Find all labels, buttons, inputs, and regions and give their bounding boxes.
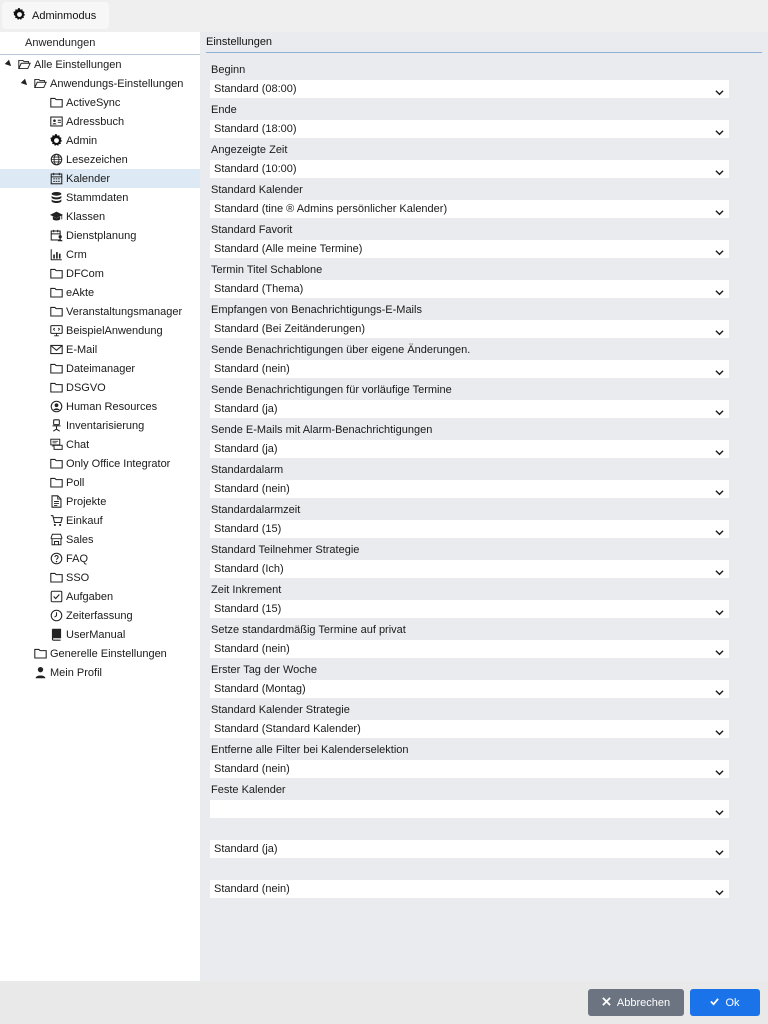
select-value: Standard (nein)	[214, 883, 290, 895]
chat-icon	[49, 437, 63, 451]
folder-icon	[49, 380, 63, 394]
folder-open-icon	[33, 76, 47, 90]
field-label: Empfangen von Benachrichtigungs-E-Mails	[211, 304, 422, 316]
sidebar-item-dfcom[interactable]	[0, 264, 200, 283]
select-value: Standard (ja)	[214, 403, 278, 415]
sidebar-item-label: Inventarisierung	[66, 419, 145, 432]
envelope-icon	[49, 342, 63, 356]
field-label: Standard Favorit	[211, 224, 293, 236]
select-value: Standard (nein)	[214, 763, 290, 775]
field-label: Feste Kalender	[211, 784, 286, 796]
setting-select[interactable]	[210, 720, 729, 738]
chevron-down-icon	[715, 525, 723, 533]
select-value: Standard (tine ® Admins persönlicher Kalender)	[214, 203, 448, 215]
user-icon	[33, 665, 47, 679]
sidebar-item-label: Projekte	[66, 495, 107, 508]
setting-select[interactable]	[210, 880, 729, 898]
chevron-down-icon	[715, 885, 723, 893]
question-circle-icon	[49, 551, 63, 565]
clock-icon	[49, 608, 63, 622]
expand-toggle-icon[interactable]	[5, 60, 13, 68]
sidebar-item-label: ActiveSync	[66, 96, 121, 109]
sidebar-item-dateimanager[interactable]	[0, 359, 200, 378]
field-label: Entferne alle Filter bei Kalenderselektion	[211, 744, 409, 756]
calendar-user-icon	[49, 228, 63, 242]
setting-select[interactable]	[210, 120, 729, 138]
select-value: Standard (ja)	[214, 843, 278, 855]
setting-select[interactable]	[210, 360, 729, 378]
sidebar-item-activesync[interactable]	[0, 93, 200, 112]
sidebar-item-label: Lesezeichen	[66, 153, 128, 166]
sidebar-item-label: Anwendungs-Einstellungen	[50, 77, 184, 90]
sidebar-item-label: Human Resources	[66, 400, 158, 413]
main-header: Einstellungen	[206, 32, 762, 53]
field-label: Setze standardmäßig Termine auf privat	[211, 624, 406, 636]
sidebar-item-chat[interactable]	[0, 435, 200, 454]
chevron-down-icon	[715, 685, 723, 693]
chevron-down-icon	[715, 85, 723, 93]
sidebar-item-label: Only Office Integrator	[66, 457, 171, 470]
chevron-down-icon	[715, 565, 723, 573]
sidebar-item-eakte[interactable]	[0, 283, 200, 302]
select-value: Standard (Montag)	[214, 683, 306, 695]
sidebar-item-label: Poll	[66, 476, 85, 489]
folder-open-icon	[17, 57, 31, 71]
folder-icon	[49, 570, 63, 584]
user-circle-icon	[49, 399, 63, 413]
field-label: Standardalarm	[211, 464, 284, 476]
setting-select[interactable]	[210, 400, 729, 418]
sidebar-item-inventarisierung[interactable]	[0, 416, 200, 435]
folder-icon	[49, 266, 63, 280]
setting-select[interactable]	[210, 560, 729, 578]
sidebar-item-label: Dienstplanung	[66, 229, 137, 242]
select-value: Standard (Standard Kalender)	[214, 723, 361, 735]
sidebar-item-zeiterfassung[interactable]	[0, 606, 200, 625]
sidebar-item-label: Alle Einstellungen	[34, 58, 122, 71]
sidebar-item-label: eAkte	[66, 286, 95, 299]
select-value: Standard (18:00)	[214, 123, 297, 135]
field-label: Standardalarmzeit	[211, 504, 301, 516]
sidebar-item-label: Sales	[66, 533, 94, 546]
chevron-down-icon	[715, 245, 723, 253]
ok-label: Ok	[725, 996, 740, 1009]
chevron-down-icon	[715, 365, 723, 373]
field-label: Standard Kalender	[211, 184, 303, 196]
admin-mode-button[interactable]	[2, 2, 109, 29]
select-value: Standard (Bei Zeitänderungen)	[214, 323, 366, 335]
folder-icon	[49, 475, 63, 489]
cancel-label: Abbrechen	[616, 996, 671, 1009]
sidebar-item-klassen[interactable]	[0, 207, 200, 226]
chevron-down-icon	[715, 405, 723, 413]
setting-select[interactable]	[210, 600, 729, 618]
folder-icon	[49, 304, 63, 318]
select-value: Standard (10:00)	[214, 163, 297, 175]
setting-select[interactable]	[210, 440, 729, 458]
setting-select[interactable]	[210, 760, 729, 778]
cancel-button[interactable]	[588, 989, 684, 1016]
sidebar-item-aufgaben[interactable]	[0, 587, 200, 606]
sidebar-item-label: BeispielAnwendung	[66, 324, 163, 337]
select-value: Standard (15)	[214, 523, 282, 535]
main-panel	[200, 32, 768, 981]
sidebar-item-label: Kalender	[66, 172, 111, 185]
globe-icon	[49, 152, 63, 166]
sidebar-header: Anwendungen	[0, 32, 200, 55]
sidebar-item-label: Klassen	[66, 210, 106, 223]
folder-icon	[33, 646, 47, 660]
book-icon	[49, 627, 63, 641]
sidebar-item-sales[interactable]	[0, 530, 200, 549]
select-value: Standard (08:00)	[214, 83, 297, 95]
close-icon	[602, 997, 611, 1009]
select-value: Standard (Thema)	[214, 283, 304, 295]
setting-select[interactable]	[210, 680, 729, 698]
chevron-down-icon	[715, 805, 723, 813]
cart-icon	[49, 513, 63, 527]
setting-select[interactable]	[210, 320, 729, 338]
gear-icon	[13, 8, 26, 24]
sidebar-item-stammdaten[interactable]	[0, 188, 200, 207]
chair-icon	[49, 418, 63, 432]
chevron-down-icon	[715, 325, 723, 333]
setting-select[interactable]	[210, 520, 729, 538]
sidebar-item-veranstaltungsmanager[interactable]	[0, 302, 200, 321]
sidebar-item-lesezeichen[interactable]	[0, 150, 200, 169]
field-label: Sende Benachrichtigungen für vorläufige Termine	[211, 384, 452, 396]
sidebar-item-label: Aufgaben	[66, 590, 114, 603]
field-label: Sende Benachrichtigungen über eigene Änderungen.	[211, 344, 471, 356]
sidebar-item-label: DFCom	[66, 267, 104, 280]
chevron-down-icon	[715, 845, 723, 853]
field-label: Angezeigte Zeit	[211, 144, 288, 156]
sidebar-item-label: Chat	[66, 438, 90, 451]
select-value: Standard (nein)	[214, 643, 290, 655]
monitor-icon	[49, 323, 63, 337]
sidebar-item-label: Mein Profil	[50, 666, 102, 679]
admin-mode-label: Adminmodus	[32, 9, 97, 22]
footer	[0, 981, 768, 1024]
sidebar-item-usermanual[interactable]	[0, 625, 200, 644]
gear-icon	[49, 133, 63, 147]
chevron-down-icon	[715, 205, 723, 213]
sidebar	[0, 32, 200, 981]
expand-toggle-icon[interactable]	[21, 79, 29, 87]
sidebar-item-alle-einstellungen[interactable]	[0, 55, 200, 74]
sidebar-item-label: FAQ	[66, 552, 89, 565]
store-icon	[49, 532, 63, 546]
chevron-down-icon	[715, 285, 723, 293]
document-icon	[49, 494, 63, 508]
sidebar-item-human-resources[interactable]	[0, 397, 200, 416]
sidebar-item-label: Admin	[66, 134, 98, 147]
setting-select[interactable]	[210, 240, 729, 258]
setting-select[interactable]	[210, 160, 729, 178]
field-label: Termin Titel Schablone	[211, 264, 323, 276]
setting-select[interactable]	[210, 480, 729, 498]
sidebar-item-only-office-integrator[interactable]	[0, 454, 200, 473]
sidebar-item-label: UserManual	[66, 628, 126, 641]
field-label: Standard Teilnehmer Strategie	[211, 544, 360, 556]
sidebar-item-dienstplanung[interactable]	[0, 226, 200, 245]
calendar-icon	[49, 171, 63, 185]
sidebar-item-label: Dateimanager	[66, 362, 136, 375]
chart-bar-icon	[49, 247, 63, 261]
sidebar-item-einkauf[interactable]	[0, 511, 200, 530]
sidebar-item-label: DSGVO	[66, 381, 106, 394]
sidebar-item-adressbuch[interactable]	[0, 112, 200, 131]
select-value: Standard (nein)	[214, 483, 290, 495]
select-value: Standard (15)	[214, 603, 282, 615]
folder-icon	[49, 95, 63, 109]
sidebar-item-sso[interactable]	[0, 568, 200, 587]
sidebar-item-mein-profil[interactable]	[0, 663, 200, 682]
sidebar-item-e-mail[interactable]	[0, 340, 200, 359]
chevron-down-icon	[715, 485, 723, 493]
sidebar-item-label: SSO	[66, 571, 90, 584]
sidebar-item-admin[interactable]	[0, 131, 200, 150]
folder-icon	[49, 285, 63, 299]
sidebar-item-poll[interactable]	[0, 473, 200, 492]
sidebar-item-label: Generelle Einstellungen	[50, 647, 167, 660]
checkbox-icon	[49, 589, 63, 603]
sidebar-item-crm[interactable]	[0, 245, 200, 264]
chevron-down-icon	[715, 125, 723, 133]
field-label: Ende	[211, 104, 237, 116]
sidebar-item-label: Einkauf	[66, 514, 103, 527]
sidebar-item-faq[interactable]	[0, 549, 200, 568]
check-icon	[710, 997, 719, 1009]
setting-select[interactable]	[210, 800, 729, 818]
sidebar-item-label: Crm	[66, 248, 87, 261]
setting-select[interactable]	[210, 840, 729, 858]
select-value: Standard (Ich)	[214, 563, 284, 575]
chevron-down-icon	[715, 765, 723, 773]
sidebar-item-label: Adressbuch	[66, 115, 125, 128]
folder-icon	[49, 456, 63, 470]
chevron-down-icon	[715, 645, 723, 653]
sidebar-item-label: Veranstaltungsmanager	[66, 305, 183, 318]
field-label: Zeit Inkrement	[211, 584, 282, 596]
setting-select[interactable]	[210, 80, 729, 98]
setting-select[interactable]	[210, 200, 729, 218]
folder-icon	[49, 361, 63, 375]
select-value: Standard (ja)	[214, 443, 278, 455]
select-value: Standard (nein)	[214, 363, 290, 375]
sidebar-item-label: Stammdaten	[66, 191, 129, 204]
chevron-down-icon	[715, 445, 723, 453]
field-label: Sende E-Mails mit Alarm-Benachrichtigungen	[211, 424, 433, 436]
setting-select[interactable]	[210, 640, 729, 658]
sidebar-item-dsgvo[interactable]	[0, 378, 200, 397]
sidebar-item-anwendungs-einstellungen[interactable]	[0, 74, 200, 93]
ok-button[interactable]	[690, 989, 760, 1016]
select-value: Standard (Alle meine Termine)	[214, 243, 363, 255]
sidebar-item-generelle-einstellungen[interactable]	[0, 644, 200, 663]
field-label: Erster Tag der Woche	[211, 664, 317, 676]
chevron-down-icon	[715, 605, 723, 613]
top-bar	[0, 0, 768, 32]
field-label: Standard Kalender Strategie	[211, 704, 350, 716]
sidebar-item-label: Zeiterfassung	[66, 609, 133, 622]
chevron-down-icon	[715, 165, 723, 173]
address-card-icon	[49, 114, 63, 128]
chevron-down-icon	[715, 725, 723, 733]
sidebar-item-beispielanwendung[interactable]	[0, 321, 200, 340]
settings-tree	[0, 55, 200, 682]
sidebar-item-label: E-Mail	[66, 343, 98, 356]
sidebar-item-kalender[interactable]	[0, 169, 200, 188]
setting-select[interactable]	[210, 280, 729, 298]
database-icon	[49, 190, 63, 204]
field-label: Beginn	[211, 64, 246, 76]
graduation-cap-icon	[49, 209, 63, 223]
sidebar-item-projekte[interactable]	[0, 492, 200, 511]
